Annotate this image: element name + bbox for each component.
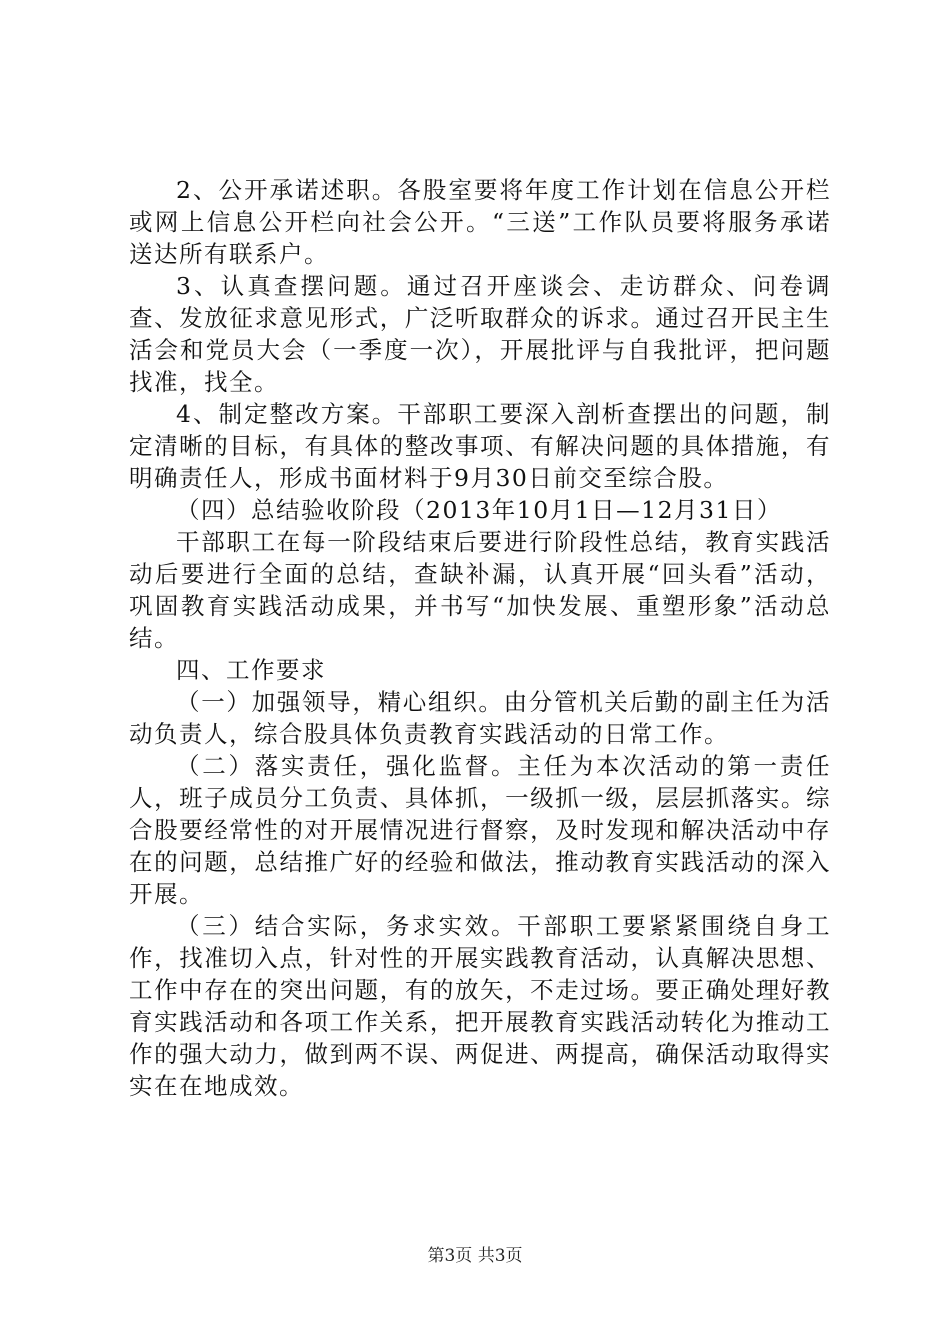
page-number-footer: 第3页 共3页 <box>427 1246 523 1266</box>
paragraph-practical-results: （三）结合实际，务求实效。干部职工要紧紧围绕自身工作，找准切入点，针对性的开展实践教育活动，认真解决思想、工作中存在的突出问题，有的放矢，不走过场。要正确处理好教育实践活动和各项工作关系，把开展教育实践活动转化为推动工作的强大动力，做到两不误、两促进、两提高，确保活动取得实实在在地成效。 <box>129 912 831 1100</box>
paragraph-identify-problems: 3、认真查摆问题。通过召开座谈会、走访群众、问卷调查、发放征求意见形式，广泛听取群众的诉求。通过召开民主生活会和党员大会（一季度一次），开展批评与自我批评，把问题找准，找全。 <box>129 272 831 396</box>
paragraph-public-commitment: 2、公开承诺述职。各股室要将年度工作计划在信息公开栏或网上信息公开栏向社会公开。“三送”工作队员要将服务承诺送达所有联系户。 <box>129 176 831 268</box>
document-body <box>129 174 831 1102</box>
section-heading-work-requirements: 四、工作要求 <box>176 656 326 684</box>
paragraph-leadership: （一）加强领导，精心组织。由分管机关后勤的副主任为活动负责人，综合股具体负责教育实践活动的日常工作。 <box>129 688 831 748</box>
paragraph-responsibility: （二）落实责任，强化监督。主任为本次活动的第一责任人，班子成员分工负责、具体抓，一级抓一级，层层抓落实。综合股要经常性的对开展情况进行督察，及时发现和解决活动中存在的问题，总结推广好的经验和做法，推动教育实践活动的深入开展。 <box>129 752 831 908</box>
section-heading-summary-stage: （四）总结验收阶段（2013年10月1日—12月31日） <box>176 496 782 524</box>
paragraph-summary-stage: 干部职工在每一阶段结束后要进行阶段性总结，教育实践活动后要进行全面的总结，查缺补漏，认真开展“回头看”活动，巩固教育实践活动成果，并书写“加快发展、重塑形象”活动总结。 <box>129 528 831 652</box>
paragraph-rectification-plan: 4、制定整改方案。干部职工要深入剖析查摆出的问题，制定清晰的目标，有具体的整改事项、有解决问题的具体措施，有明确责任人，形成书面材料于9月30日前交至综合股。 <box>129 400 831 492</box>
